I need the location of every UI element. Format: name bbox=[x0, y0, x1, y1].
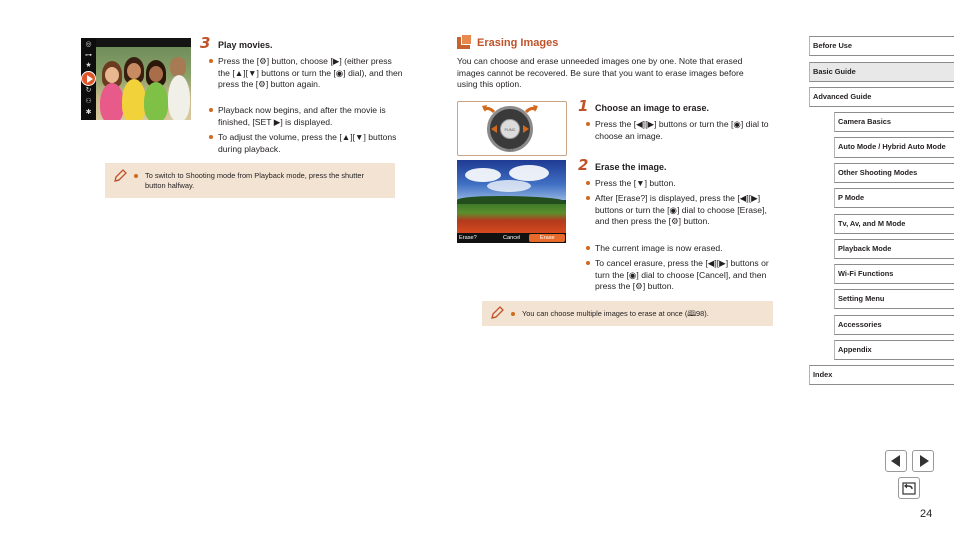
nav-playback-mode[interactable]: Playback Mode bbox=[834, 239, 954, 259]
step-1-bullet-1: Press the [◀][▶] buttons or turn the [◉] dial to choose an image. bbox=[595, 119, 769, 141]
nav-basic-guide[interactable]: Basic Guide bbox=[809, 62, 954, 82]
nav-auto-mode[interactable]: Auto Mode / Hybrid Auto Mode bbox=[834, 137, 954, 158]
note-text-middle[interactable]: You can choose multiple images to erase at once (🕮98). bbox=[522, 309, 709, 318]
step-2-bullet-4: To cancel erasure, press the [◀][▶] buttons or turn the [◉] dial to choose [Cancel], and then press the [⚙] button. bbox=[595, 258, 769, 292]
arrow-right-icon bbox=[920, 455, 929, 467]
step-1-number: 1 bbox=[578, 97, 589, 115]
return-icon bbox=[901, 480, 917, 496]
note-bullet bbox=[511, 312, 515, 316]
pencil-icon bbox=[112, 168, 128, 184]
erase-option: Erase bbox=[540, 235, 555, 241]
section-title: Erasing Images bbox=[477, 37, 559, 49]
pencil-icon bbox=[489, 305, 505, 321]
nav-appendix[interactable]: Appendix bbox=[834, 340, 954, 360]
erase-screen-illustration bbox=[457, 160, 566, 243]
page-number: 24 bbox=[920, 508, 933, 520]
note-box-left bbox=[105, 163, 395, 198]
arrow-left-icon bbox=[891, 455, 900, 467]
next-page-button[interactable] bbox=[912, 450, 934, 472]
previous-page-button[interactable] bbox=[885, 450, 907, 472]
nav-index[interactable]: Index bbox=[809, 365, 954, 385]
erase-prompt: Erase? bbox=[459, 235, 477, 241]
step-2-bullet-2: After [Erase?] is displayed, press the [◀][▶] buttons or turn the [◉] dial to choose [Erase], and then press the [⚙] button. bbox=[595, 193, 770, 228]
note-text-left: To switch to Shooting mode from Playback mode, press the shutter button halfway. bbox=[145, 171, 364, 190]
step-3-title: Play movies. bbox=[218, 40, 273, 50]
func-set-button: FUNC SET bbox=[500, 119, 520, 139]
nav-p-mode[interactable]: P Mode bbox=[834, 188, 954, 208]
step-2-title: Erase the image. bbox=[595, 162, 667, 172]
return-button[interactable] bbox=[898, 477, 920, 499]
rotate-arrows-icon bbox=[480, 102, 540, 157]
erase-option-highlight[interactable] bbox=[529, 234, 565, 242]
star-icon: ★ bbox=[85, 62, 92, 69]
nav-advanced-guide[interactable]: Advanced Guide bbox=[809, 87, 954, 107]
nav-camera-basics[interactable]: Camera Basics bbox=[834, 112, 954, 132]
step-3-bullet-2: Playback now begins, and after the movie is finished, [SET ▶] is displayed. bbox=[218, 105, 403, 128]
note-box-middle bbox=[482, 301, 773, 326]
step-3-bullet-1: Press the [⚙] button, choose [▶] (either press the [▲][▼] buttons or turn the [◉] dial), and then press the [⚙] button again. bbox=[218, 56, 403, 90]
playback-movie-illustration bbox=[81, 38, 191, 120]
step-2-bullet-3: The current image is now erased. bbox=[595, 243, 770, 255]
rotate-icon: ↻ bbox=[85, 87, 92, 94]
effect-icon: ✱ bbox=[85, 109, 92, 116]
nav-wifi-functions[interactable]: Wi-Fi Functions bbox=[834, 264, 954, 284]
nav-setting-menu[interactable]: Setting Menu bbox=[834, 289, 954, 309]
nav-accessories[interactable]: Accessories bbox=[834, 315, 954, 335]
nav-other-shooting-modes[interactable]: Other Shooting Modes bbox=[834, 163, 954, 183]
control-dial-illustration bbox=[457, 101, 567, 156]
cancel-option[interactable]: Cancel bbox=[503, 235, 521, 241]
flower-field bbox=[457, 204, 566, 234]
step-3-bullet-3: To adjust the volume, press the [▲][▼] buttons during playback. bbox=[218, 132, 403, 155]
children-with-dog-photo bbox=[96, 47, 191, 120]
step-3-number: 3 bbox=[200, 34, 211, 52]
step-2-bullet-1: Press the [▼] button. bbox=[595, 178, 770, 190]
nav-tv-av-m-mode[interactable]: Tv, Av, and M Mode bbox=[834, 214, 954, 234]
section-icon bbox=[457, 37, 470, 49]
play-icon bbox=[81, 71, 96, 86]
note-bullet bbox=[134, 174, 138, 178]
key-icon: ⊶ bbox=[85, 52, 92, 59]
step-2-number: 2 bbox=[578, 156, 589, 174]
group-icon: ⚇ bbox=[85, 98, 92, 105]
mode-icon: ◎ bbox=[85, 41, 92, 48]
nav-before-use[interactable]: Before Use bbox=[809, 36, 954, 56]
section-intro: You can choose and erase unneeded images one by one. Note that erased images cannot be recovered. Be sure that you want to erase images before using this option. bbox=[457, 56, 744, 90]
step-1-title: Choose an image to erase. bbox=[595, 103, 710, 113]
